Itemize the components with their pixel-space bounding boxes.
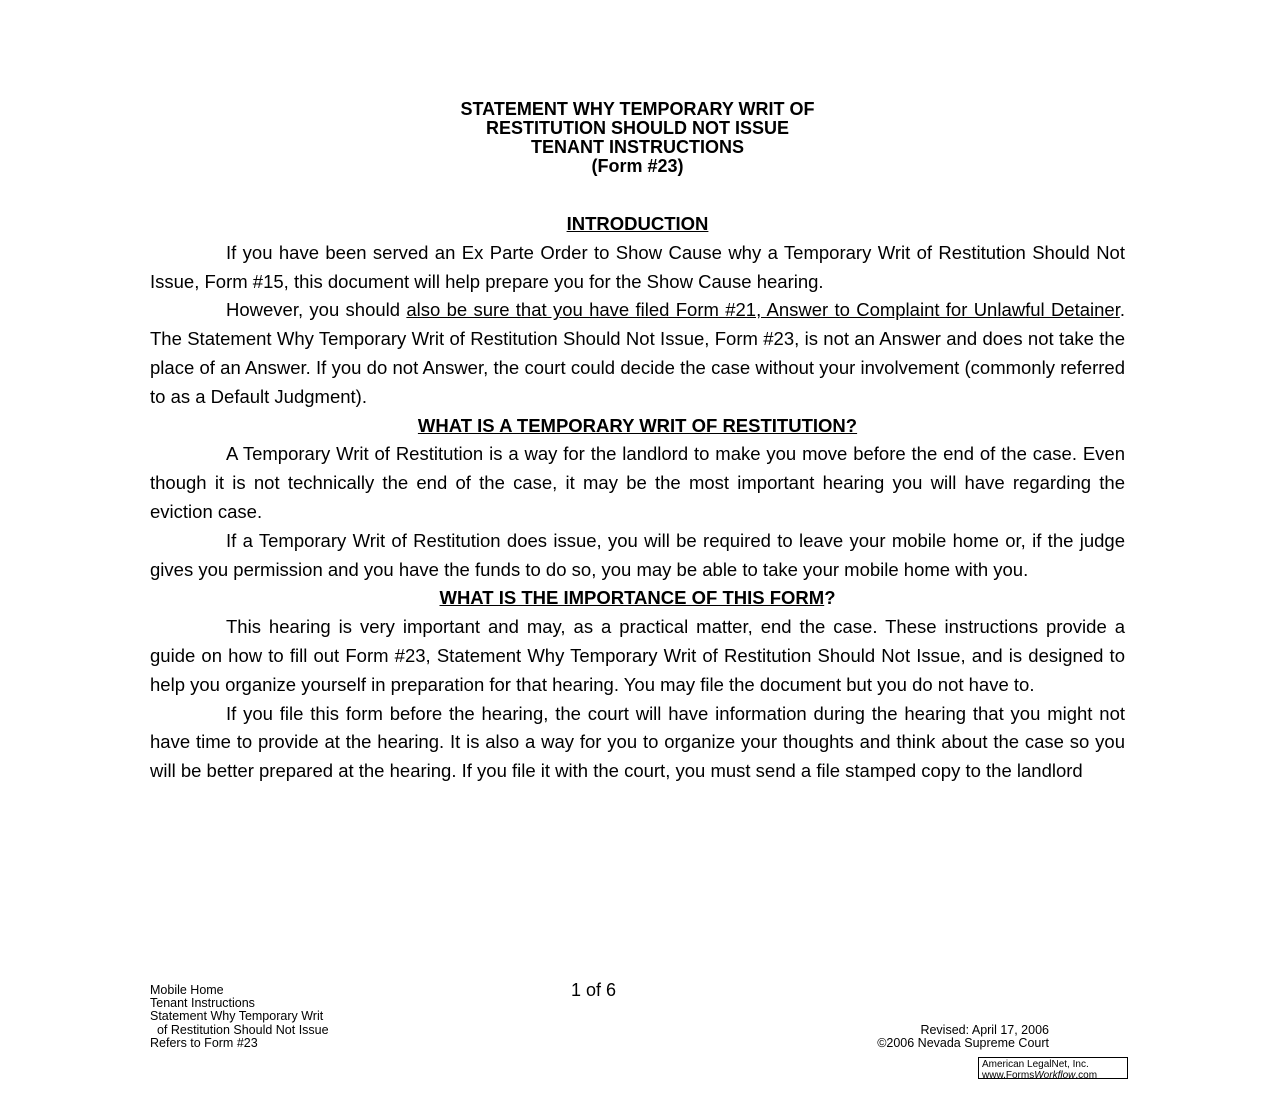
- title-line-2: RESTITUTION SHOULD NOT ISSUE: [485, 118, 789, 138]
- copyright: ©2006 Nevada Supreme Court: [877, 1036, 1049, 1051]
- importance-paragraph-2: If you file this form before the hearing, the court will have information during the hearing that you might not have time to provide at the hearing. It is also a way for you to organize your thoughts and think about the case so you will be better prepared at the hearing. If you file it with the court, you must send a file stamped copy to the landlord: [150, 702, 1125, 782]
- legalnet-name: American LegalNet, Inc.: [982, 1059, 1089, 1070]
- revised-date: Revised: April 17, 2006: [920, 1023, 1049, 1037]
- what-is-paragraph-1: A Temporary Writ of Restitution is a way for the landlord to make you move before the end of the case. Even though it is not technically the end of the case, it may be the most important hearing you will have regarding the eviction case.: [150, 443, 1125, 522]
- footer-left-line: Refers to Form #23: [150, 1035, 258, 1050]
- importance-paragraph-1: This hearing is very important and may, as a practical matter, end the case. These instructions provide a guide on how to fill out Form #23, Statement Why Temporary Writ of Restitution Should Not Issue, and is designed to help you organize yourself in preparation for that hearing. You may file the document but you do not have to.: [150, 616, 1125, 695]
- intro-p2-start: However, you should: [226, 299, 407, 321]
- intro-paragraph-1: If you have been served an Ex Parte Order to Show Cause why a Temporary Writ of Restitution Should Not Issue, Form #15, this document will help prepare you for the Show Cause hearing.: [150, 241, 1125, 292]
- footer-form-info: [150, 984, 329, 1050]
- intro-p2-end: . The Statement Why Temporary Writ of Restitution Should Not Issue, Form #23, is not an Answer and does not take the place of an Answer. If you do not Answer, the court could decide the case without your involvement (commonly referred to as a Default Judgment).: [150, 299, 1125, 407]
- footer-left-line: Tenant Instructions: [150, 996, 255, 1011]
- footer-left-line: of Restitution Should Not Issue: [150, 1022, 329, 1037]
- page-number: 1 of 6: [571, 980, 617, 1000]
- document-title: [150, 100, 1125, 176]
- title-line-4: (Form #23): [591, 156, 684, 176]
- intro-paragraph-2: [150, 296, 1125, 411]
- what-is-paragraph-2: If a Temporary Writ of Restitution does issue, you will be required to leave your mobile home or, if the judge gives you permission and you have the funds to do so, you may be able to take your mobile home with you.: [150, 529, 1125, 580]
- footer-revision: [877, 1024, 1049, 1050]
- importance-heading-text: WHAT IS THE IMPORTANCE OF THIS FORM: [439, 587, 825, 609]
- title-line-1: STATEMENT WHY TEMPORARY WRIT OF: [460, 99, 815, 119]
- legalnet-stamp: [978, 1057, 1128, 1079]
- what-is-heading: WHAT IS A TEMPORARY WRIT OF RESTITUTION?: [417, 414, 858, 436]
- footer-left-line: Mobile Home: [150, 983, 224, 997]
- title-line-3: TENANT INSTRUCTIONS: [531, 137, 744, 157]
- importance-heading: [150, 584, 1125, 613]
- importance-heading-suffix: ?: [824, 587, 836, 609]
- document-body: [150, 210, 1125, 786]
- legalnet-url: [982, 1070, 1124, 1081]
- legalnet-url-italic: Workflow: [1034, 1070, 1076, 1081]
- legalnet-url-suffix: .com: [1075, 1070, 1098, 1081]
- intro-p2-underlined: also be sure that you have filed Form #21, Answer to Complaint for Unlawful Detainer: [406, 299, 1120, 321]
- legalnet-url-part: www.Forms: [982, 1070, 1035, 1081]
- introduction-heading: INTRODUCTION: [566, 213, 709, 234]
- footer-left-line: Statement Why Temporary Writ: [150, 1009, 324, 1024]
